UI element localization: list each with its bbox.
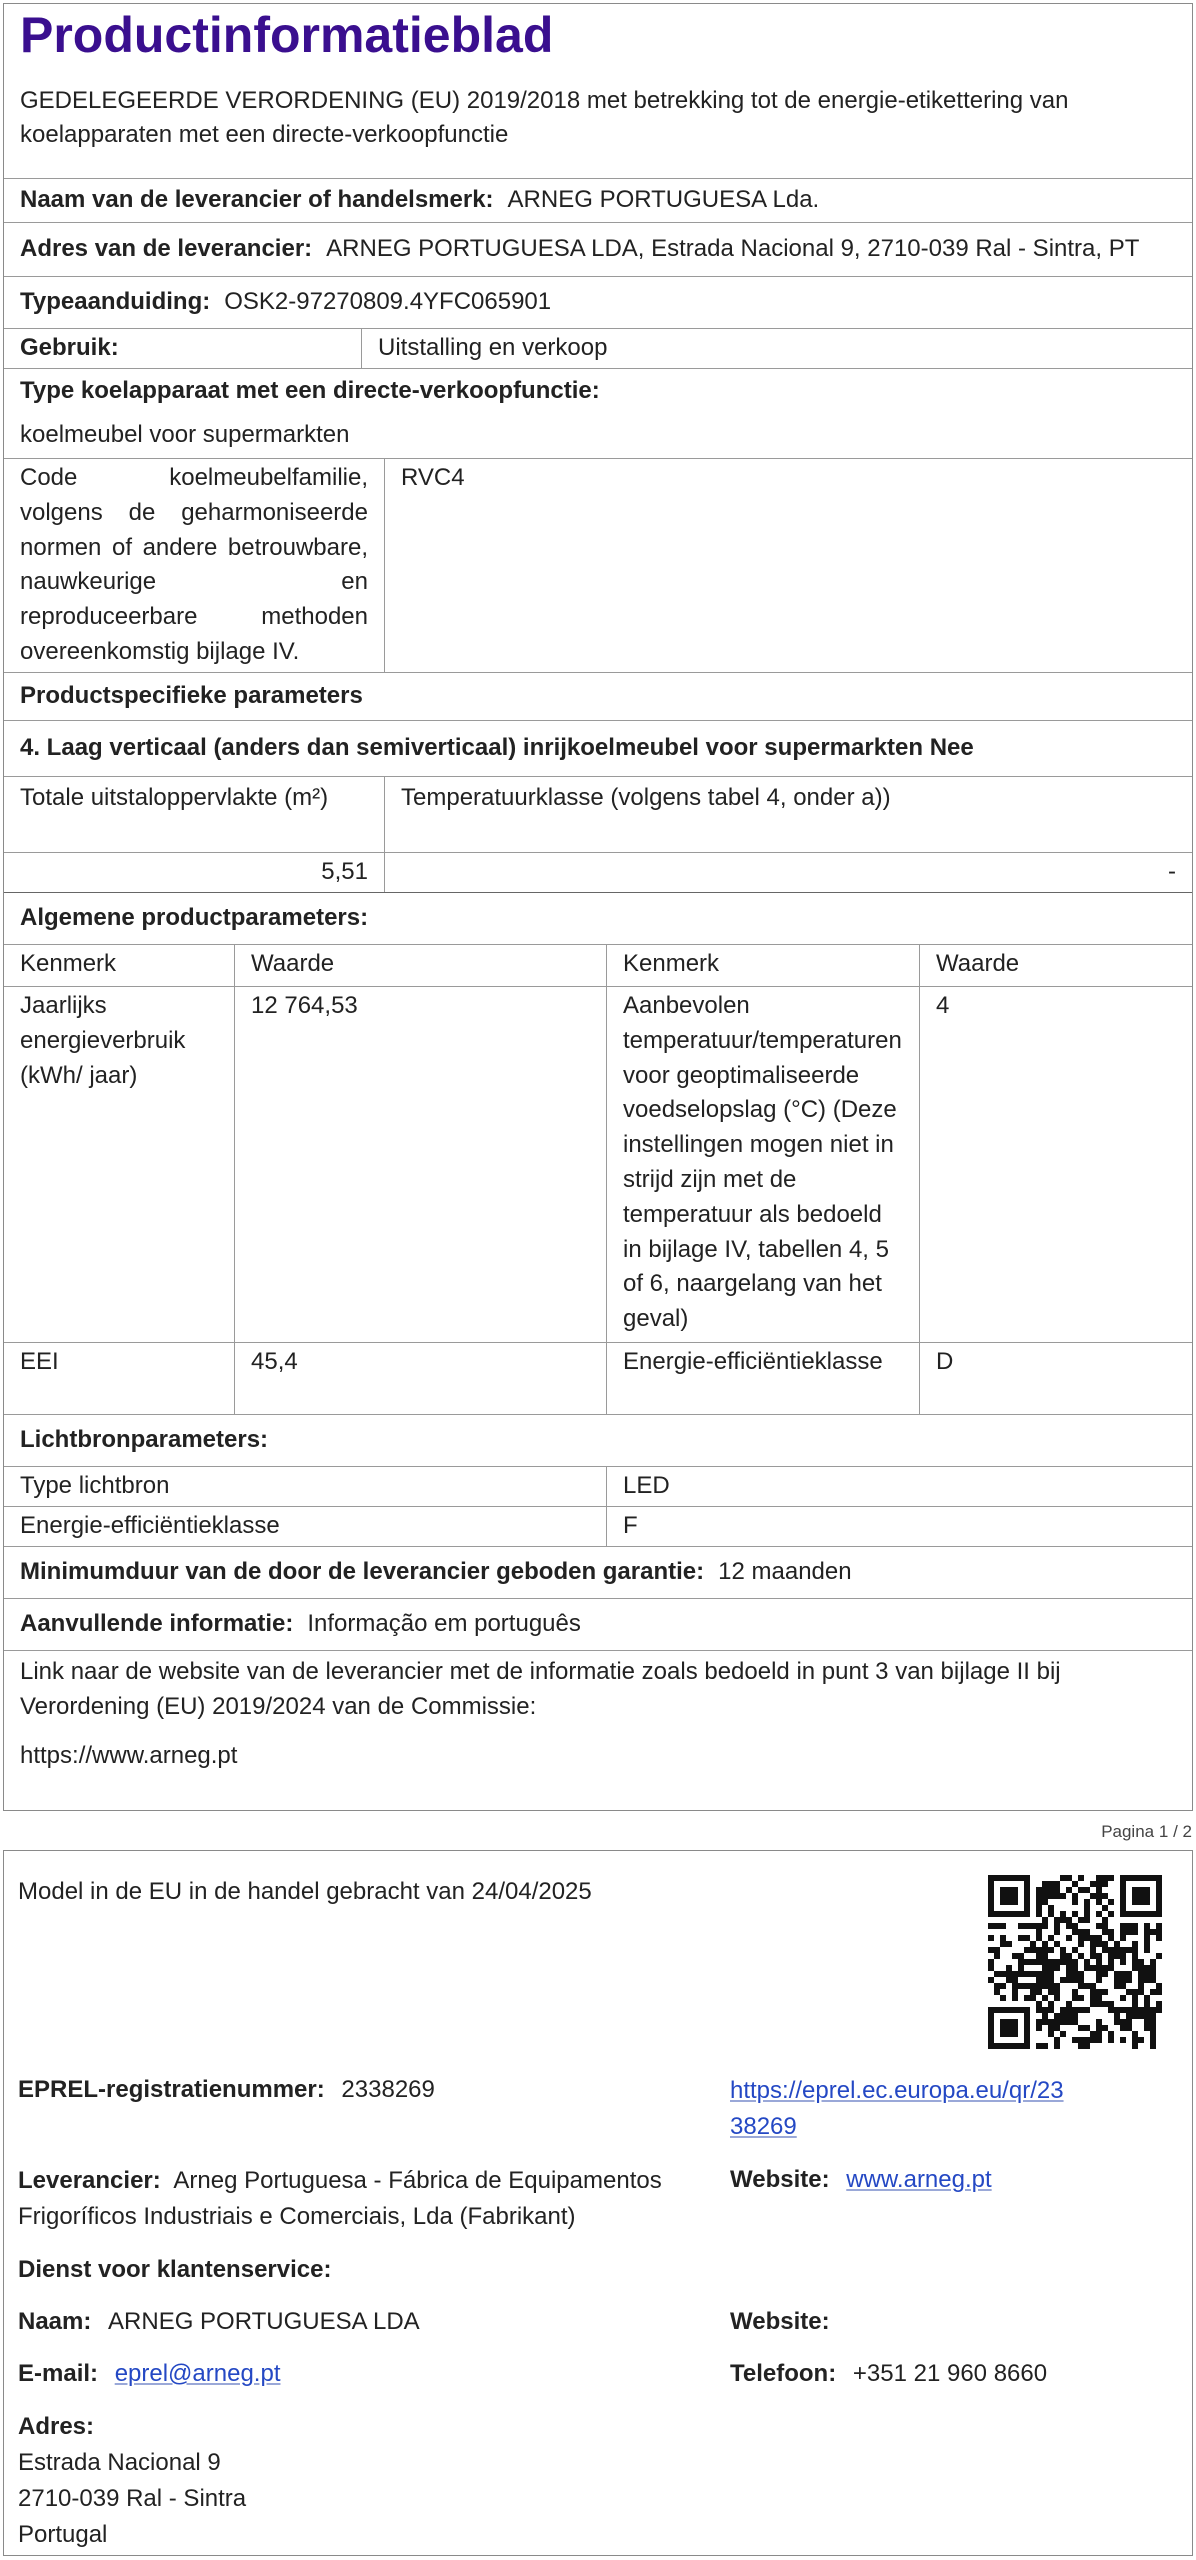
light-row-type xyxy=(4,1466,1192,1506)
manufacturer-value: Arneg Portuguesa - Fábrica de Equipamentos Frigoríficos Industriais e Comerciais, Lda (Fabrikant) xyxy=(18,2167,662,2230)
area-value: 5,51 xyxy=(4,853,385,892)
energy-value: 12 764,53 xyxy=(235,987,607,1342)
address-value: ARNEG PORTUGUESA LDA, Estrada Nacional 9, 2710-039 Ral - Sintra, PT xyxy=(326,235,1140,263)
extra-info-row xyxy=(4,1598,1192,1650)
area-label: Totale uitstaloppervlakte (m²) xyxy=(4,777,385,852)
page-total: 2 xyxy=(1182,1822,1192,1841)
class-label: Energie-efficiëntieklasse xyxy=(607,1343,920,1414)
phone-row xyxy=(730,2357,1047,2392)
phone-label: Telefoon: xyxy=(730,2360,837,2387)
email-row xyxy=(18,2357,280,2392)
light-class-label: Energie-efficiëntieklasse xyxy=(4,1507,607,1546)
website-note: Link naar de website van de leverancier met de informatie zoals bedoeld in punt 3 van bijlage II bij Verordening (EU) 2019/2024 van de Commissie: xyxy=(20,1658,1061,1720)
name-value: ARNEG PORTUGUESA LDA xyxy=(108,2308,420,2335)
light-type-label: Type lichtbron xyxy=(4,1467,607,1506)
page-number xyxy=(1101,1820,1192,1845)
specific-heading: Productspecifieke parameters xyxy=(4,672,1192,720)
supplier-label: Naam van de leverancier of handelsmerk: xyxy=(20,186,494,214)
use-label: Gebruik: xyxy=(4,329,362,368)
address-block xyxy=(18,2409,246,2553)
use-row xyxy=(4,328,1192,368)
website-block xyxy=(4,1650,1192,1773)
supplier-row xyxy=(4,178,1192,222)
general-header-row xyxy=(4,944,1192,986)
eei-label: EEI xyxy=(4,1343,235,1414)
appliance-type-label: Type koelapparaat met een directe-verkoopfunctie: xyxy=(20,377,600,404)
qr-code-icon[interactable] xyxy=(988,1875,1162,2049)
website-label: Website: xyxy=(730,2166,830,2193)
col-value-1: Waarde xyxy=(235,945,607,986)
warranty-label: Minimumduur van de door de leverancier geboden garantie: xyxy=(20,1558,705,1586)
energy-label: Jaarlijks energieverbruik (kWh/ jaar) xyxy=(4,987,235,1342)
family-code-row xyxy=(4,458,1192,672)
eprel-link-line-2[interactable]: 38269 xyxy=(730,2113,797,2140)
warranty-value: 12 maanden xyxy=(718,1558,852,1586)
class-value: D xyxy=(936,1348,954,1375)
family-code-value: RVC4 xyxy=(401,464,465,491)
col-value-2: Waarde xyxy=(936,950,1020,977)
name-row xyxy=(18,2305,420,2340)
temp-value: 4 xyxy=(936,992,950,1019)
manufacturer-label: Leverancier: xyxy=(18,2167,161,2194)
use-value: Uitstalling en verkoop xyxy=(378,334,608,361)
temp-class-label: Temperatuurklasse (volgens tabel 4, onder a)) xyxy=(401,784,891,811)
manufacturer-row xyxy=(18,2163,718,2235)
extra-info-label: Aanvullende informatie: xyxy=(20,1610,294,1638)
specific-header-row xyxy=(4,776,1192,852)
address-line-3: Portugal xyxy=(18,2521,108,2548)
eprel-row xyxy=(18,2073,435,2108)
general-row-eei xyxy=(4,1342,1192,1414)
warranty-row xyxy=(4,1546,1192,1598)
website-row xyxy=(730,2163,992,2198)
temp-label: Aanbevolen temperatuur/temperaturen voor geoptimaliseerde voedselopslag (°C) (Deze instellingen mogen niet in strijd zijn met de temperatuur als bedoeld in bijlage IV, tabellen 4, 5 of 6, naargelang van het geval) xyxy=(607,987,920,1342)
page-sep: / xyxy=(1173,1822,1178,1841)
page-label: Pagina xyxy=(1101,1822,1155,1841)
appliance-type-block xyxy=(4,368,1192,458)
email-link[interactable]: eprel@arneg.pt xyxy=(114,2360,281,2387)
service-website-label: Website: xyxy=(730,2308,830,2335)
address-line-2: 2710-039 Ral - Sintra xyxy=(18,2485,247,2512)
eei-value: 45,4 xyxy=(235,1343,607,1414)
eprel-label: EPREL-registratienummer: xyxy=(18,2076,325,2103)
eprel-link-line-1[interactable]: https://eprel.ec.europa.eu/qr/23 xyxy=(730,2077,1064,2104)
specific-category: 4. Laag verticaal (anders dan semiverticaal) inrijkoelmeubel voor supermarkten Nee xyxy=(4,720,1192,776)
light-type-value: LED xyxy=(623,1472,670,1499)
light-class-value: F xyxy=(623,1512,638,1539)
eprel-link[interactable] xyxy=(730,2073,1064,2145)
address-line-1: Estrada Nacional 9 xyxy=(18,2449,221,2476)
service-heading: Dienst voor klantenservice: xyxy=(18,2256,332,2283)
address-label: Adres van de leverancier: xyxy=(20,235,313,263)
col-feature-1: Kenmerk xyxy=(4,945,235,986)
page-current: 1 xyxy=(1158,1822,1169,1841)
regulation-text: GEDELEGEERDE VERORDENING (EU) 2019/2018 met betrekking tot de energie-etikettering van koelapparaten met een directe-verkoopfunctie xyxy=(20,87,1069,148)
email-label: E-mail: xyxy=(18,2360,99,2387)
specific-value-row xyxy=(4,852,1192,892)
appliance-type-value: koelmeubel voor supermarkten xyxy=(20,421,350,448)
temp-class-value: - xyxy=(1168,858,1176,885)
product-information-sheet xyxy=(3,3,1193,1811)
page-title: Productinformatieblad xyxy=(20,7,554,63)
website-url[interactable]: https://www.arneg.pt xyxy=(20,1741,238,1769)
light-heading: Lichtbronparameters: xyxy=(4,1414,1192,1466)
general-row-energy xyxy=(4,986,1192,1342)
family-code-label: Code koelmeubelfamilie, volgens de geharmoniseerde normen of andere betrouwbare, nauwkeurige en reproduceerbare methoden overeenkomstig bijlage IV. xyxy=(4,459,385,672)
model-row xyxy=(4,276,1192,328)
extra-info-value: Informação em português xyxy=(307,1610,581,1638)
eprel-sheet xyxy=(3,1850,1193,2556)
service-address-label: Adres: xyxy=(18,2413,95,2440)
name-label: Naam: xyxy=(18,2308,92,2335)
supplier-value: ARNEG PORTUGUESA Lda. xyxy=(507,186,820,214)
eprel-value: 2338269 xyxy=(341,2076,435,2103)
general-heading: Algemene productparameters: xyxy=(4,892,1192,944)
phone-value: +351 21 960 8660 xyxy=(852,2360,1048,2387)
model-label: Typeaanduiding: xyxy=(20,288,211,316)
model-value: OSK2-97270809.4YFC065901 xyxy=(224,288,552,316)
address-row xyxy=(4,222,1192,276)
website-link[interactable]: www.arneg.pt xyxy=(846,2166,992,2193)
light-row-class xyxy=(4,1506,1192,1546)
model-date: Model in de EU in de handel gebracht van 24/04/2025 xyxy=(18,1878,592,1905)
col-feature-2: Kenmerk xyxy=(607,945,920,986)
